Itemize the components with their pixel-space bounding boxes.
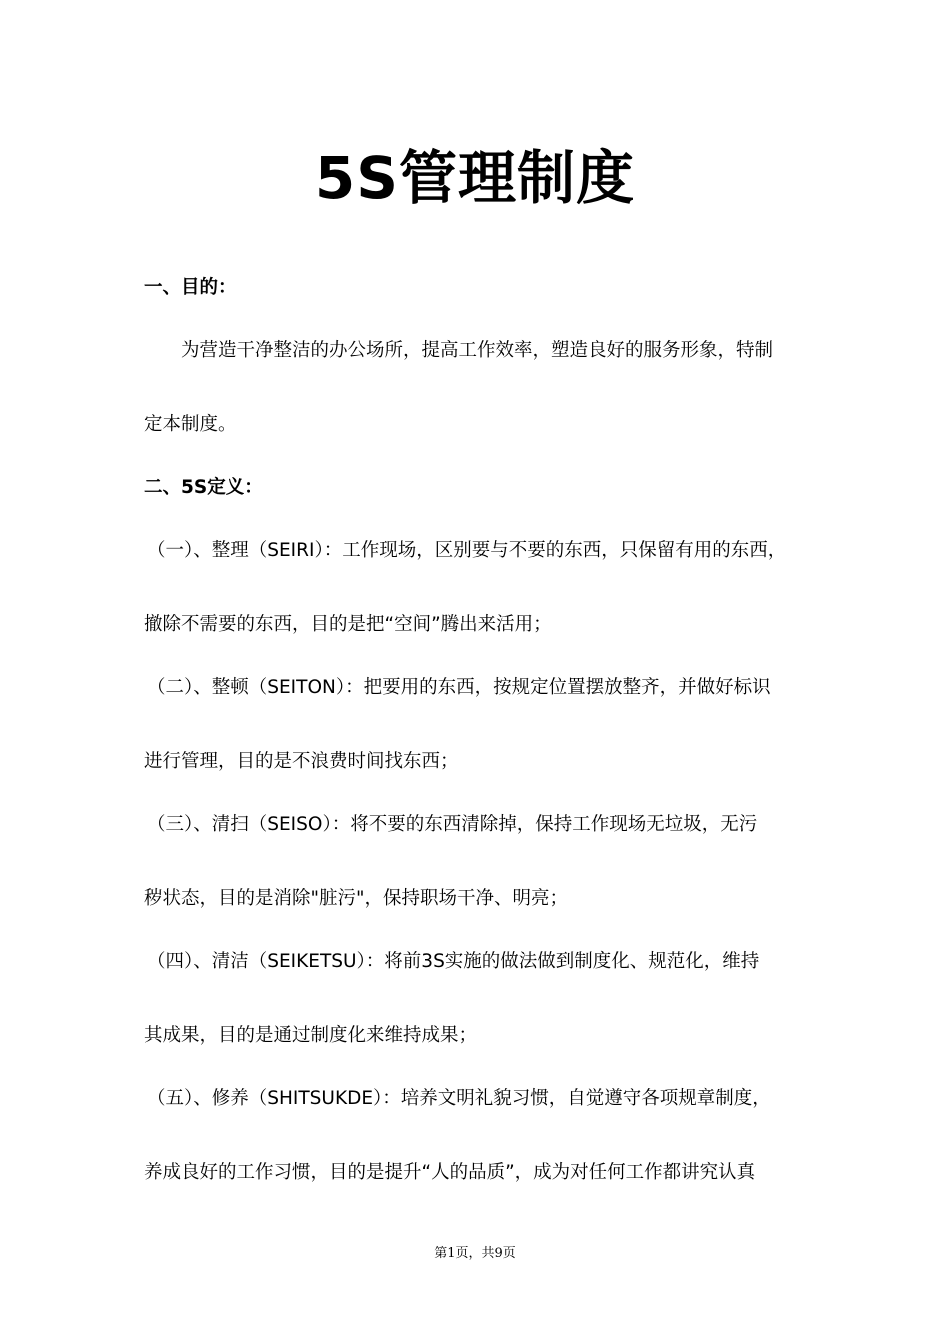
page-footer: 第1页，共9页	[434, 1246, 516, 1261]
definition-item-line: （四）、清洁（SEIKETSU）：将前3S实施的做法做到制度化、规范化，维持	[147, 951, 760, 972]
definition-item-line: （三）、清扫（SEISO）：将不要的东西清除掉，保持工作现场无垃圾，无污	[147, 814, 758, 835]
definition-item-line: （五）、修养（SHITSUKDE）：培养文明礼貌习惯，自觉遵守各项规章制度，	[147, 1088, 771, 1109]
paragraph-line: 为营造干净整洁的办公场所，提高工作效率，塑造良好的服务形象，特制	[181, 340, 774, 361]
definition-item-line: （二）、整顿（SEITON）：把要用的东西，按规定位置摆放整齐，并做好标识	[147, 677, 771, 698]
paragraph-line: 定本制度。	[144, 414, 237, 435]
section-heading-definition: 二、5S定义：	[144, 477, 263, 498]
definition-item-line: 养成良好的工作习惯，目的是提升“人的品质”，成为对任何工作都讲究认真	[144, 1162, 756, 1183]
definition-item-line: 进行管理，目的是不浪费时间找东西；	[144, 751, 459, 772]
definition-item-line: （一）、整理（SEIRI）：工作现场，区别要与不要的东西，只保留有用的东西，	[147, 540, 787, 561]
section-heading-purpose: 一、目的：	[144, 277, 237, 298]
definition-item-line: 秽状态，目的是消除"脏污"，保持职场干净、明亮；	[144, 888, 569, 909]
document-title: 5S管理制度	[314, 144, 636, 212]
definition-item-line: 其成果，目的是通过制度化来维持成果；	[144, 1025, 478, 1046]
definition-item-line: 撤除不需要的东西，目的是把“空间”腾出来活用；	[144, 614, 552, 635]
